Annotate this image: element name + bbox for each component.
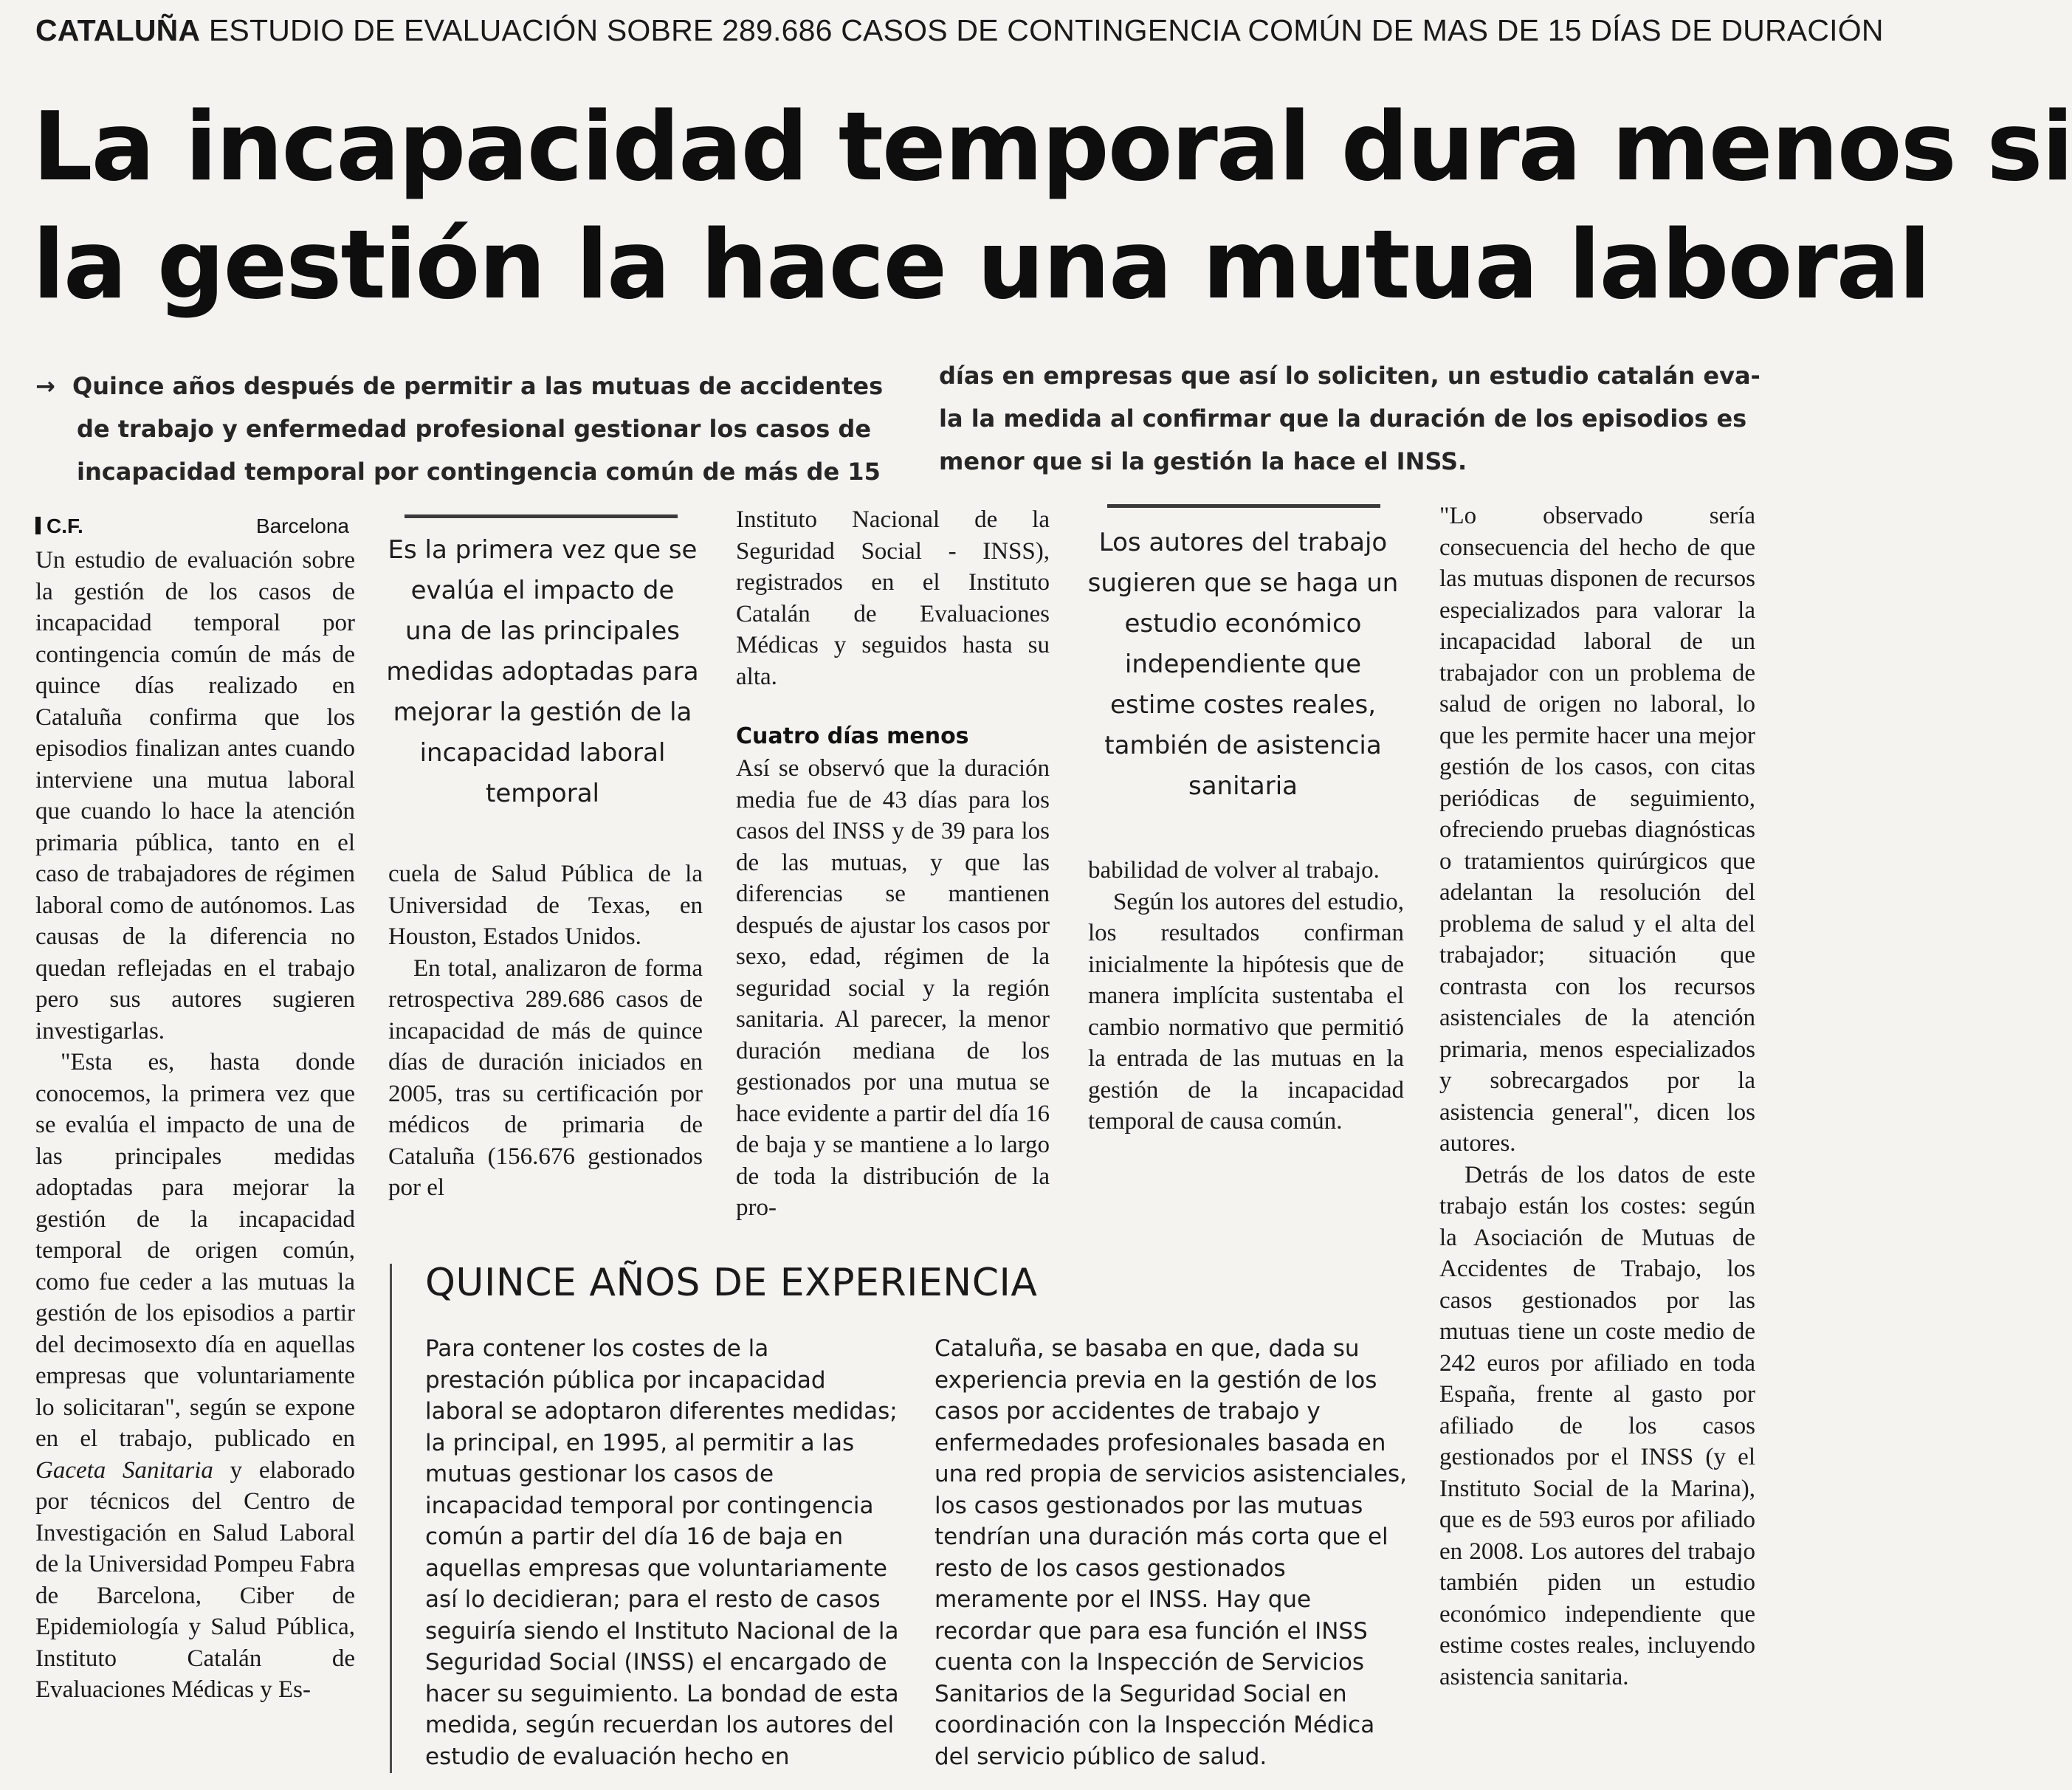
sidebar-right-column (935, 1333, 1414, 1772)
sidebar-line: del servicio público de salud. (935, 1743, 1267, 1770)
paragraph-text: y elaborado por técnicos del Centro de Investigación en Salud Laboral de la Universidad Pompeu Fabra de Barcelona, Ciber de Epidemiología y Salud Pública, Instituto Catalán de Evaluaciones Médicas y Es- (35, 1456, 355, 1703)
dek-right (939, 354, 1758, 483)
column-2 (388, 858, 703, 1204)
column-4 (1088, 855, 1404, 1137)
paragraph: Detrás de los datos de este trabajo están los costes: según la Asociación de Mutuas de Accidentes de Trabajo, los casos gestionados por las mutuas tiene un coste medio de 242 euros por afiliado en toda España, frente al gasto por afiliado de los casos gestionados por el INSS (y el Instituto Social de la Marina), que es de 593 euros por afiliado en 2008. Los autores del trabajo también piden un estudio económico independiente que estime costes reales, incluyendo asistencia sanitaria. (1439, 1161, 1755, 1690)
dek-left (35, 365, 899, 493)
sidebar-line: Cataluña, se basaba en que, dada su (935, 1335, 1360, 1362)
byline-bar-icon (35, 517, 41, 534)
sidebar-line: incapacidad temporal por contingencia (425, 1492, 874, 1519)
paragraph: Así se observó que la duración media fue de 43 días para los casos del INSS y de 39 para los de las mutuas, y que las diferencias se mantienen después de ajustar los casos por sexo, edad, régimen de la seguridad social y la región sanitaria. Al parecer, la menor duración mediana de los gestionados por una mutua se hace evidente a partir del día 16 de baja y se mantiene a lo largo de toda la distribución de la pro- (736, 755, 1050, 1221)
sidebar-line: Sanitarios de la Seguridad Social en (935, 1680, 1347, 1707)
paragraph (35, 1047, 355, 1706)
dek-line: incapacidad temporal por contingencia común de más de 15 (77, 458, 881, 486)
kicker-region: CATALUÑA (35, 13, 201, 47)
subhead: Cuatro días menos (736, 723, 969, 749)
paragraph: cuela de Salud Pública de la Universidad de Texas, en Houston, Estados Unidos. (388, 861, 703, 950)
sidebar-line: medida, según recuerdan los autores del (425, 1712, 895, 1738)
dek-line: Quince años después de permitir a las mutuas de accidentes (72, 372, 884, 400)
paragraph-text: "Esta es, hasta donde conocemos, la primera vez que se evalúa el impacto de una de las principales medidas adoptadas para mejorar la gestión de la incapacidad temporal de origen común, como fue ceder a las mutuas la gestión de los episodios a partir del decimosexto día en aquellas empresas que voluntariamente lo solicitaran", según se expone en el trabajo, publicado en (35, 1049, 355, 1452)
sidebar-line: estudio de evaluación hecho en (425, 1743, 790, 1770)
sidebar-line: cuenta con la Inspección de Servicios (935, 1649, 1365, 1676)
byline-author: C.F. (47, 514, 83, 537)
sidebar-line: enfermedades profesionales basada en (935, 1429, 1386, 1456)
dek-line: menor que si la gestión la hace el INSS. (939, 447, 1467, 475)
sidebar-line: aquellas empresas que voluntariamente (425, 1555, 887, 1582)
sidebar-line: Para contener los costes de la (425, 1335, 769, 1362)
sidebar-line: así lo decidieran; para el resto de casos (425, 1586, 881, 1613)
paragraph: Un estudio de evaluación sobre la gestión de los casos de incapacidad temporal por contingencia común de más de quince días realizado en Cataluña confirma que los episodios finalizan antes cuando interviene una mutua laboral que cuando lo hace la atención primaria pública, tanto en el caso de trabajadores de régimen laboral como de autónomos. Las causas de la diferencia no quedan reflejadas en el trabajo pero sus autores sugieren investigarlas. (35, 547, 355, 1044)
sidebar-line: casos por accidentes de trabajo y (935, 1398, 1321, 1425)
paragraph: babilidad de volver al trabajo. (1088, 857, 1380, 884)
headline-line-1: La incapacidad temporal dura menos si (32, 92, 2072, 202)
pullquote-2: Los autores del trabajo sugieren que se haga un estudio económico independiente que estime costes reales, también de asistencia sanitaria (1087, 528, 1399, 801)
sidebar-line: seguiría siendo el Instituto Nacional de la (425, 1617, 899, 1645)
headline-line-2: la gestión la hace una mutua laboral (32, 210, 1930, 320)
sidebar-line: coordinación con la Inspección Médica (935, 1712, 1375, 1738)
sidebar-line: los casos gestionados por las mutuas (935, 1492, 1363, 1519)
pullquote-rule (1107, 504, 1380, 508)
sidebar-line: experiencia previa en la gestión de los (935, 1366, 1377, 1394)
sidebar-line: hacer su seguimiento. La bondad de esta (425, 1680, 899, 1707)
sidebar-title: QUINCE AÑOS DE EXPERIENCIA (425, 1261, 1038, 1305)
sidebar-divider (390, 1264, 392, 1773)
sidebar-line: recordar que para esa función el INSS (935, 1617, 1368, 1645)
sidebar-left-column (425, 1333, 905, 1772)
paragraph: Instituto Nacional de la Seguridad Social - INSS), registrados en el Instituto Catalán de Evaluaciones Médicas y seguidos hasta su alta. (736, 506, 1050, 690)
column-3 (736, 504, 1050, 1224)
kicker-text: ESTUDIO DE EVALUACIÓN SOBRE 289.686 CASOS DE CONTINGENCIA COMÚN DE MAS DE 15 DÍAS DE DURACIÓN (200, 13, 1884, 47)
pullquote-1: Es la primera vez que se evalúa el impacto de una de las principales medidas adoptadas para mejorar la gestión de la incapacidad laboral temporal (386, 535, 699, 808)
sidebar-line: prestación pública por incapacidad (425, 1366, 826, 1394)
sidebar-line: Seguridad Social (INSS) el encargado de (425, 1649, 887, 1676)
sidebar-line: meramente por el INSS. Hay que (935, 1586, 1312, 1613)
headline (32, 89, 2072, 325)
sidebar-line: resto de los casos gestionados (935, 1555, 1286, 1582)
byline (35, 514, 349, 538)
paragraph: En total, analizaron de forma retrospectiva 289.686 casos de incapacidad de más de quince días de duración iniciados en 2005, tras su certificación por médicos de primaria de Cataluña (156.676 gestionados por el (388, 954, 703, 1201)
kicker (35, 13, 1884, 48)
column-1 (35, 545, 355, 1706)
sidebar-line: la principal, en 1995, al permitir a las (425, 1429, 855, 1456)
paragraph: Según los autores del estudio, los resultados confirman inicialmente la hipótesis que de manera implícita sustentaba el cambio normativo que permitió la entrada de las mutuas en la gestión de la incapacidad temporal de causa común. (1088, 888, 1404, 1135)
sidebar-line: mutuas gestionar los casos de (425, 1461, 774, 1487)
pullquote-rule (405, 514, 678, 518)
paragraph: "Lo observado sería consecuencia del hecho de que las mutuas disponen de recursos especializados para valorar la incapacidad laboral de un trabajador con un problema de salud de origen no laboral, lo que les permite hacer una mejor gestión de los casos, con citas periódicas de seguimiento, ofreciendo pruebas diagnósticas o tratamientos quirúrgicos que adelantan la resolución del problema de salud y el alta del trabajador; situación que contrasta con los recursos asistenciales de la atención primaria, menos especializados y sobrecargados por la asistencia general", dicen los autores. (1439, 503, 1755, 1157)
dek-line: días en empresas que así lo soliciten, un estudio catalán eva- (939, 362, 1760, 390)
arrow-right-icon: → (35, 372, 55, 400)
byline-location: Barcelona (255, 514, 349, 537)
sidebar-line: tendrían una duración más corta que el (935, 1524, 1388, 1550)
sidebar-line: común a partir del día 16 de baja en (425, 1524, 844, 1550)
sidebar-line: laboral se adoptaron diferentes medidas; (425, 1398, 898, 1425)
column-5 (1439, 500, 1755, 1693)
dek-line: de trabajo y enfermedad profesional gestionar los casos de (77, 415, 872, 443)
sidebar-line: una red propia de servicios asistenciales, (935, 1461, 1407, 1487)
journal-name: Gaceta Sanitaria (35, 1456, 213, 1484)
dek-line: la la medida al confirmar que la duración de los episodios es (939, 405, 1747, 433)
